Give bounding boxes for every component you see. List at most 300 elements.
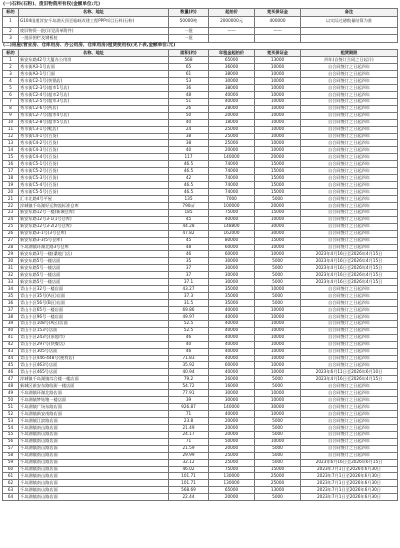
table-row [3, 154, 398, 161]
cell-term: 自合同签订之日起四年 [301, 390, 398, 397]
cell-name-address: 千岛湖镇环湖北路店面 [19, 390, 169, 397]
cell-area: 48 [169, 244, 209, 251]
table-row [3, 313, 398, 320]
cell-term: 自合同签订之日起四年 [301, 424, 398, 431]
cell-deposit: 10000 [255, 390, 301, 397]
cell-index: 59 [3, 459, 19, 466]
cell-area: 50000吨 [169, 16, 209, 27]
cell-area: 77.91 [169, 390, 209, 397]
cell-name-address: 千岛湖镇南山路店面 [19, 431, 169, 438]
cell-start-price: 40000 [209, 91, 255, 98]
cell-term: 自合同签订之日起四年 [301, 320, 398, 327]
cell-start-price: 20000 [209, 112, 255, 119]
cell-index: 4 [3, 78, 19, 85]
cell-term: 2023年4月16日至2026年4月15日 [301, 376, 398, 383]
table-row [3, 175, 398, 182]
cell-start-price: 130000 [209, 473, 255, 480]
cell-term: 自合同签订之日起四年 [301, 202, 398, 209]
table-row [3, 293, 398, 300]
cell-deposit: 10000 [255, 71, 301, 78]
cell-area: 49.97 [169, 313, 209, 320]
cell-area: 32.12 [169, 459, 209, 466]
table-row [3, 348, 398, 355]
table-row [3, 445, 398, 452]
cell-name-address: 秀水街C2-3号(超市1号店) [19, 84, 169, 91]
cell-start-price: 74000 [209, 189, 255, 196]
cell-index: 10 [3, 119, 19, 126]
cell-name-address: 千岛湖镇江滨路店面 [19, 417, 169, 424]
table-row [3, 369, 398, 376]
cell-area: 926.87 [169, 404, 209, 411]
cell-index: 58 [3, 452, 19, 459]
cell-index: 52 [3, 411, 19, 418]
cell-area: 31.5 [169, 300, 209, 307]
table-row [3, 320, 398, 327]
cell-deposit: 10000 [255, 313, 301, 320]
cell-deposit: 5000 [255, 258, 301, 265]
cell-start-price: 40000 [209, 216, 255, 223]
cell-start-price: 35000 [209, 286, 255, 293]
table-row [3, 140, 398, 147]
cell-term: 自合同签订之日起四年 [301, 411, 398, 418]
table-row [3, 438, 398, 445]
cell-term: 自合同签订之日起四年 [301, 84, 398, 91]
cell-name-address: 汇丰北路4号平屋 [19, 195, 169, 202]
table-row [3, 189, 398, 196]
cell-name-address: G104国道淳安千岛湖天顶至临岐改建工程PPP项目石料(石粉) [19, 16, 169, 27]
cell-deposit: 10000 [255, 98, 301, 105]
cell-area: 568 [169, 57, 209, 64]
cell-term: 自合同签订之日起四年 [301, 195, 398, 202]
cell-name-address: 千岛湖镇南山路店面 [19, 438, 169, 445]
cell-index: 44 [3, 355, 19, 362]
cell-deposit: 5000 [255, 195, 301, 202]
col-header: 竞买保证金 [255, 49, 301, 57]
cell-deposit: 15000 [255, 189, 301, 196]
cell-deposit: 5000 [255, 300, 301, 307]
cell-area: 39 [169, 397, 209, 404]
cell-deposit: 5000 [255, 494, 301, 501]
cell-start-price: 65000 [209, 57, 255, 64]
cell-deposit: —— [255, 27, 301, 35]
cell-start-price: 140000 [209, 154, 255, 161]
cell-deposit: 10000 [255, 112, 301, 119]
table-row [3, 397, 398, 404]
cell-area: 24 [169, 126, 209, 133]
cell-index: 35 [3, 293, 19, 300]
cell-name-address: 新安东路5号一楼店面 [19, 279, 169, 286]
cell-deposit: 10000 [255, 216, 301, 223]
table-row [3, 27, 398, 35]
cell-term: 自合同签订之日起四年 [301, 98, 398, 105]
cell-term: 自合同签订之日起四年 [301, 147, 398, 154]
table-row [3, 334, 398, 341]
cell-index: 7 [3, 98, 19, 105]
cell-deposit: 10000 [255, 286, 301, 293]
cell-term: 自合同签订之日起四年 [301, 383, 398, 390]
cell-deposit: 5000 [255, 265, 301, 272]
cell-area: 21.59 [169, 445, 209, 452]
cell-term: 2023年6月16日至2026年6月15日 [301, 459, 398, 466]
cell-start-price: 25000 [209, 452, 255, 459]
cell-area: 790㎡ [169, 202, 209, 209]
cell-name-address: 青山小区305号店面 [19, 348, 169, 355]
cell-index: 43 [3, 348, 19, 355]
table-row [3, 272, 398, 279]
cell-name-address: 青山小区243号(原超市) [19, 334, 169, 341]
table-row [3, 494, 398, 501]
cell-deposit: 5000 [255, 417, 301, 424]
cell-start-price: 36000 [209, 64, 255, 71]
cell-index: 14 [3, 147, 19, 154]
cell-area: 37 [169, 272, 209, 279]
cell-term: 自合同签订之日起四年 [301, 237, 398, 244]
table-row [3, 300, 398, 307]
cell-index: 24 [3, 216, 19, 223]
table-row [3, 362, 398, 369]
cell-term: 2023年4月16日至2026年4月15日 [301, 251, 398, 258]
table-row [3, 237, 398, 244]
cell-area: 26 [169, 105, 209, 112]
cell-start-price: 74000 [209, 168, 255, 175]
cell-area: 47.82 [169, 230, 209, 237]
cell-start-price: 40000 [209, 313, 255, 320]
cell-deposit: 10000 [255, 244, 301, 251]
table-row [3, 161, 398, 168]
table-row [3, 230, 398, 237]
table-row [3, 98, 398, 105]
cell-name-address: 千岛湖镇南山路店面 [19, 445, 169, 452]
cell-term: 自合同签订之日起四年 [301, 182, 398, 189]
cell-start-price: 40000 [209, 369, 255, 376]
cell-term: 2023年7月1日至2026年6月30日 [301, 494, 398, 501]
cell-term: 自合同签订之日起四年 [301, 362, 398, 369]
cell-index: 39 [3, 320, 19, 327]
table-row [3, 202, 398, 209]
cell-index: 45 [3, 362, 19, 369]
cell-start-price: 162000 [209, 230, 255, 237]
cell-index: 8 [3, 105, 19, 112]
cell-start-price: 25000 [209, 459, 255, 466]
table-row [3, 431, 398, 438]
cell-index: 36 [3, 300, 19, 307]
cell-area: 71.83 [169, 355, 209, 362]
cell-term: 2023年7月1日至2026年6月30日 [301, 466, 398, 473]
cell-area: 53 [169, 78, 209, 85]
table-row [3, 390, 398, 397]
cell-deposit: 10000 [255, 348, 301, 355]
cell-area: 45 [169, 237, 209, 244]
cell-name-address: 秀水街C2-1号(快锅店) [19, 78, 169, 85]
cell-deposit: 5000 [255, 445, 301, 452]
cell-index: 63 [3, 487, 19, 494]
cell-deposit: 5000 [255, 272, 301, 279]
cell-area: 38 [169, 140, 209, 147]
cell-area: 42 [169, 175, 209, 182]
table-row [3, 223, 398, 230]
cell-index: 1 [3, 16, 19, 27]
cell-start-price: 40000 [209, 348, 255, 355]
cell-term: 2023年4月16日至2026年4月15日 [301, 272, 398, 279]
cell-area: 38 [169, 133, 209, 140]
cell-start-price: 60000 [209, 251, 255, 258]
cell-area: 79.2 [169, 376, 209, 383]
cell-name-address: 青山小区153号店面 [19, 327, 169, 334]
cell-term: 自合同签订之日起四年 [301, 175, 398, 182]
cell-term: 自合同签订之日起四年 [301, 71, 398, 78]
cell-deposit: 5000 [255, 279, 301, 286]
cell-deposit: 10000 [255, 369, 301, 376]
cell-area: 24.17 [169, 431, 209, 438]
table-row [3, 459, 398, 466]
cell-term: 自合同签订之日起四年 [301, 209, 398, 216]
cell-start-price: 20000 [209, 445, 255, 452]
cell-deposit: 10000 [255, 119, 301, 126]
cell-deposit: 10000 [255, 327, 301, 334]
cell-deposit: 20000 [255, 202, 301, 209]
cell-start-price: 40000 [209, 306, 255, 313]
table-row [3, 466, 398, 473]
cell-name-address: 青山小区446-448号(便利店) [19, 355, 169, 362]
cell-index: 16 [3, 161, 19, 168]
cell-area: 46.5 [169, 161, 209, 168]
cell-area: 36 [169, 84, 209, 91]
cell-start-price: 35000 [209, 293, 255, 300]
cell-deposit: 15000 [255, 209, 301, 216]
cell-name-address: 千岛湖镇南山路店面 [19, 487, 169, 494]
cell-start-price: 7000 [209, 195, 255, 202]
cell-start-price: 60000 [209, 362, 255, 369]
cell-term: 自合同签订之日起四年 [301, 348, 398, 355]
cell-area: 37 [169, 265, 209, 272]
cell-name-address: 千岛湖镇南山路店面 [19, 459, 169, 466]
cell-term: 2023年7月1日至2026年6月30日 [301, 487, 398, 494]
cell-term: 自合同签订之日起四年 [301, 126, 398, 133]
cell-start-price: 30000 [209, 397, 255, 404]
cell-index: 1 [3, 57, 19, 64]
cell-deposit: 10000 [255, 84, 301, 91]
col-header: 标的 [3, 9, 19, 17]
cell-index: 28 [3, 244, 19, 251]
cell-deposit: 10000 [255, 397, 301, 404]
cell-term: 自合同签订之日起四年 [301, 230, 398, 237]
cell-deposit: 5000 [255, 383, 301, 390]
cell-index: 41 [3, 334, 19, 341]
section1-title: (一)石料(石粉)、废旧物资所有权(金额单位:元) [3, 2, 101, 7]
table-row [3, 35, 398, 43]
cell-term: 2023年4月16日至2026年4月15日 [301, 258, 398, 265]
cell-name-address: 新安东路5号一楼店面 [19, 272, 169, 279]
cell-start-price: 40000 [209, 327, 255, 334]
cell-name-address: 废旧物资一批(详见清单附件) [19, 27, 169, 35]
cell-index: 46 [3, 369, 19, 376]
cell-start-price: 40000 [209, 334, 255, 341]
cell-name-address: 青山小区465号店面 [19, 369, 169, 376]
cell-start-price: 30000 [209, 258, 255, 265]
cell-name-address: 千岛湖镇南山路店面 [19, 473, 169, 480]
cell-name-address: 新安东路42号大厦办公用房 [19, 57, 169, 64]
cell-term: 自合同签订之日起四年 [301, 168, 398, 175]
cell-term: 自合同签订之日起四年 [301, 140, 398, 147]
cell-area: 21.49 [169, 424, 209, 431]
cell-start-price: 50000 [209, 438, 255, 445]
cell-start-price: —— [209, 27, 255, 35]
cell-start-price: 20000 [209, 424, 255, 431]
cell-index: 12 [3, 133, 19, 140]
table-row [3, 424, 398, 431]
cell-index: 33 [3, 279, 19, 286]
cell-start-price: 40000 [209, 320, 255, 327]
cell-area: 101.71 [169, 473, 209, 480]
table-row [3, 112, 398, 119]
cell-deposit: 10000 [255, 126, 301, 133]
cell-area: 51 [169, 98, 209, 105]
cell-term: 2023年6月11日至2026年6月10日 [301, 369, 398, 376]
cell-index: 49 [3, 390, 19, 397]
cell-start-price: 75000 [209, 466, 255, 473]
col-header: 备注 [301, 9, 398, 17]
cell-start-price: 74000 [209, 175, 255, 182]
cell-name-address: 秀水街C3-1号(鞋店) [19, 126, 169, 133]
cell-start-price: 30000 [209, 265, 255, 272]
cell-name-address: 千岛湖镇梦姑塘一楼店面 [19, 397, 169, 404]
cell-index: 23 [3, 209, 19, 216]
cell-name-address: 秀水街C2-4号(超市2号店) [19, 91, 169, 98]
cell-name-address: 青山小区108号(A区)店面 [19, 320, 169, 327]
cell-name-address: 新安东路3-1号(3号仓库) [19, 230, 169, 237]
cell-term: 自合同签订之日起四年 [301, 293, 398, 300]
cell-term: 自合同签订之日起四年 [301, 445, 398, 452]
cell-start-price: 20000 [209, 417, 255, 424]
cell-index: 2 [3, 64, 19, 71]
cell-index: 15 [3, 154, 19, 161]
cell-area: 40 [169, 341, 209, 348]
cell-name-address: 秀水街C2-8号(超市5号店) [19, 119, 169, 126]
table-row [3, 182, 398, 189]
cell-name-address: 新安东路12号3-1(1号仓库) [19, 216, 169, 223]
cell-term: 自合同签订之日起四年 [301, 452, 398, 459]
cell-deposit: 30000 [255, 230, 301, 237]
cell-area: 54.72 [169, 383, 209, 390]
cell-area: 52.5 [169, 320, 209, 327]
cell-start-price: 74000 [209, 161, 255, 168]
col-header: 数量(约) [169, 9, 209, 17]
cell-deposit: 30000 [255, 223, 301, 230]
cell-index: 27 [3, 237, 19, 244]
cell-area: 22.44 [169, 494, 209, 501]
col-header: 标的 [3, 49, 19, 57]
cell-deposit: 15000 [255, 466, 301, 473]
table-row [3, 265, 398, 272]
cell-area: 40 [169, 147, 209, 154]
cell-index: 20 [3, 189, 19, 196]
cell-start-price: 30000 [209, 279, 255, 286]
cell-start-price: 30000 [209, 390, 255, 397]
cell-start-price: 28000 [209, 105, 255, 112]
cell-area: 101.71 [169, 480, 209, 487]
cell-index: 37 [3, 306, 19, 313]
cell-area: 568.69 [169, 487, 209, 494]
cell-term: 自合同签订之日起四年 [301, 341, 398, 348]
section1-header-row [3, 9, 398, 17]
cell-area: 48 [169, 91, 209, 98]
cell-index: 40 [3, 327, 19, 334]
cell-index: 64 [3, 494, 19, 501]
table-row [3, 383, 398, 390]
table-row [3, 168, 398, 175]
cell-start-price: 25000 [209, 126, 255, 133]
cell-start-price: 26000 [209, 376, 255, 383]
table-row [3, 417, 398, 424]
table-row [3, 126, 398, 133]
cell-start-price: 18000 [209, 119, 255, 126]
table-row [3, 216, 398, 223]
cell-name-address: 秀水街C4-4号(百货) [19, 154, 169, 161]
cell-name-address: 青山小区56号(B区)店面 [19, 300, 169, 307]
cell-start-price: 20000 [209, 431, 255, 438]
cell-area: 40 [169, 119, 209, 126]
cell-name-address: 新安东路3-3(5号仓库) [19, 237, 169, 244]
cell-deposit: 15000 [255, 168, 301, 175]
cell-index: 57 [3, 445, 19, 452]
cell-name-address: 淳城镇千岛湖好运物流标准仓库 [19, 202, 169, 209]
cell-index: 51 [3, 404, 19, 411]
table-row [3, 327, 398, 334]
cell-area: 一批 [169, 35, 209, 43]
cell-index: 29 [3, 251, 19, 258]
cell-deposit: 10000 [255, 362, 301, 369]
cell-index: 6 [3, 91, 19, 98]
table-row [3, 473, 398, 480]
cell-deposit: 5000 [255, 293, 301, 300]
cell-name-address: 秀水街C4-1号(百货) [19, 133, 169, 140]
table-row [3, 258, 398, 265]
cell-start-price: 65000 [209, 487, 255, 494]
cell-deposit: 13000 [255, 57, 301, 64]
cell-term: 2023年7月1日至2026年6月30日 [301, 473, 398, 480]
cell-term: 自合同签订之日起四年 [301, 404, 398, 411]
cell-deposit: 15000 [255, 237, 301, 244]
cell-deposit: 15000 [255, 161, 301, 168]
cell-name-address: 千岛湖镇南山路店面 [19, 466, 169, 473]
cell-index: 2 [3, 27, 19, 35]
cell-name-address: 千岛湖镇南山路店面 [19, 424, 169, 431]
cell-term: 自合同签订之日起四年 [301, 105, 398, 112]
table-row [3, 487, 398, 494]
table-row [3, 209, 398, 216]
cell-name-address: 秀水街C2-7号(超市4号店) [19, 112, 169, 119]
cell-deposit: 10000 [255, 355, 301, 362]
cell-name-address: 千岛湖镇南山路店面 [19, 452, 169, 459]
cell-area: 61 [169, 71, 209, 78]
cell-name-address: 秀水街C2-6号(药店) [19, 105, 169, 112]
cell-area: 65 [169, 64, 209, 71]
table-row [3, 78, 398, 85]
cell-name-address: 秀水街C4-2号(百货) [19, 140, 169, 147]
cell-name-address: 新安东路5号一楼店面 [19, 265, 169, 272]
cell-index: 13 [3, 140, 19, 147]
cell-term: 自合同签订之日起四年 [301, 397, 398, 404]
cell-term: 自合同签订之日起四年 [301, 189, 398, 196]
cell-deposit: 5000 [255, 452, 301, 459]
table-row [3, 16, 398, 27]
table-row [3, 57, 398, 64]
cell-index: 25 [3, 223, 19, 230]
cell-area: 46.5 [169, 182, 209, 189]
cell-name-address: 千岛湖镇南山路店面 [19, 494, 169, 501]
cell-index: 30 [3, 258, 19, 265]
cell-term: 自合同签订之日起四年 [301, 417, 398, 424]
